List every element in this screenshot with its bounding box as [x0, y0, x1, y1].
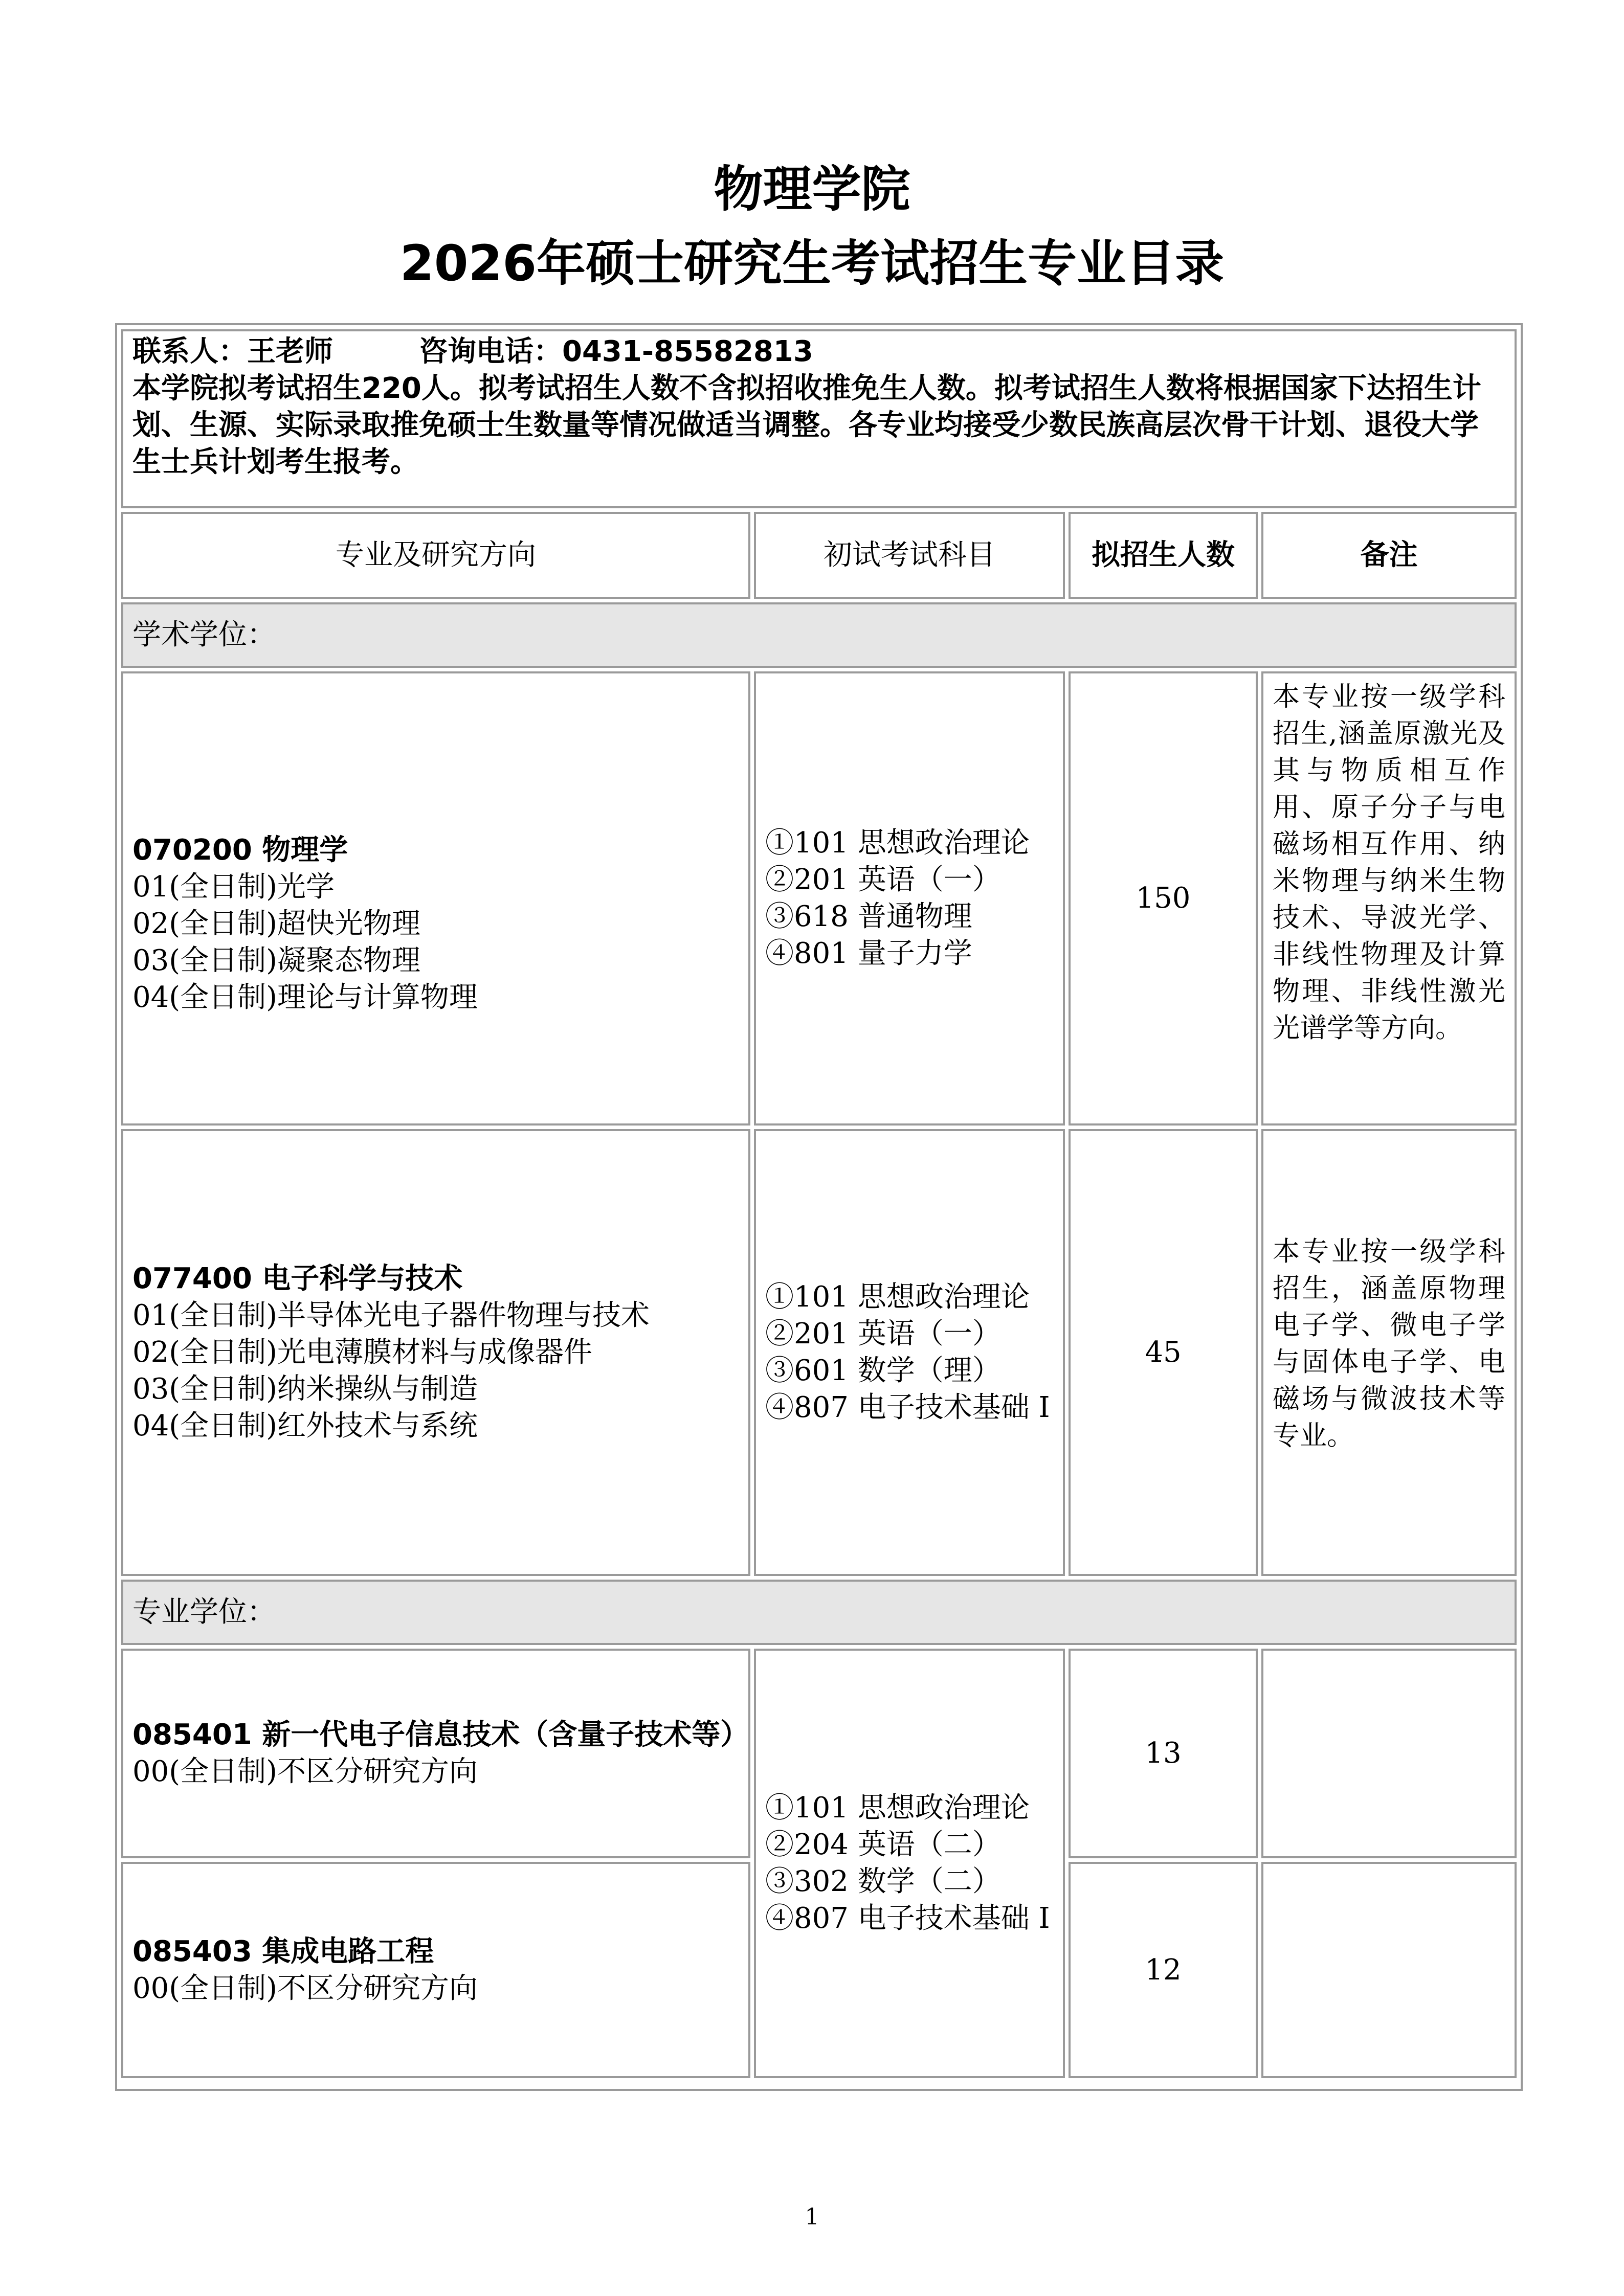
exam-item: ①101 思想政治理论 [765, 826, 1030, 860]
direction-item: 01(全日制)光学 [132, 870, 335, 904]
remark-cell [1261, 1649, 1517, 1858]
exam-item: ②201 英语（一） [765, 1317, 1001, 1350]
admission-description: 本学院拟考试招生220人。拟考试招生人数不含拟招收推免生人数。拟考试招生人数将根据国家下达招生计划、生源、实际录取推免硕士生数量等情况做适当调整。各专业均接受少数民族高层次骨干计划、退役大学生士兵计划考生报考。 [132, 372, 1481, 479]
page-number: 1 [805, 2204, 819, 2230]
exam-item: ①101 思想政治理论 [765, 1791, 1030, 1825]
header-remark: 备注 [1261, 512, 1517, 599]
exam-item: ③618 普通物理 [765, 900, 972, 933]
direction-item: 01(全日制)半导体光电子器件物理与技术 [132, 1299, 650, 1332]
major-cell [121, 1129, 750, 1576]
quota-cell: 45 [1069, 1129, 1258, 1576]
remark-cell [1261, 1862, 1517, 2078]
direction-item: 04(全日制)理论与计算物理 [132, 981, 478, 1014]
direction-item: 03(全日制)纳米操纵与制造 [132, 1372, 478, 1406]
direction-item: 03(全日制)凝聚态物理 [132, 944, 420, 977]
catalog-table [115, 323, 1523, 2091]
page-title-line1: 物理学院 [714, 161, 910, 218]
exam-cell [754, 671, 1065, 1126]
contact-line: 联系人：王老师 咨询电话：0431-85582813 [132, 335, 813, 368]
direction-item: 02(全日制)光电薄膜材料与成像器件 [132, 1336, 592, 1369]
quota-cell: 13 [1069, 1649, 1258, 1858]
direction-item: 02(全日制)超快光物理 [132, 907, 420, 940]
shared-exam-cell [754, 1649, 1065, 2078]
section-professional: 专业学位： [121, 1580, 1517, 1645]
exam-item: ④807 电子技术基础 I [765, 1391, 1050, 1424]
remark-cell: 本专业按一级学科招生，涵盖原物理电子学、微电子学与固体电子学、电磁场与微波技术等专业。 [1261, 1129, 1517, 1576]
exam-item: ③302 数学（二） [765, 1865, 1001, 1898]
major-code: 070200 物理学 [132, 834, 348, 867]
header-quota: 拟招生人数 [1069, 512, 1258, 599]
quota-cell: 150 [1069, 671, 1258, 1126]
remark-cell: 本专业按一级学科招生,涵盖原激光及其与物质相互作用、原子分子与电磁场相互作用、纳米物理与纳米生物技术、导波光学、非线性物理及计算物理、非线性激光光谱学等方向。 [1261, 671, 1517, 1126]
direction-item: 00(全日制)不区分研究方向 [132, 1971, 478, 2005]
section-academic: 学术学位： [121, 602, 1517, 668]
page-title-line2: 2026年硕士研究生考试招生专业目录 [399, 235, 1225, 292]
exam-item: ③601 数学（理） [765, 1354, 1001, 1387]
major-code: 085403 集成电路工程 [132, 1934, 434, 1968]
exam-cell [754, 1129, 1065, 1576]
major-cell [121, 1862, 750, 2078]
header-exam: 初试考试科目 [754, 512, 1065, 599]
exam-item: ①101 思想政治理论 [765, 1280, 1030, 1314]
major-code: 077400 电子科学与技术 [132, 1262, 463, 1295]
major-cell [121, 671, 750, 1126]
exam-item: ④807 电子技术基础 I [765, 1902, 1050, 1935]
exam-item: ②204 英语（二） [765, 1828, 1001, 1861]
header-major: 专业及研究方向 [121, 512, 750, 599]
direction-item: 00(全日制)不区分研究方向 [132, 1755, 478, 1788]
exam-item: ②201 英语（一） [765, 863, 1001, 896]
major-cell [121, 1649, 750, 1858]
major-code: 085401 新一代电子信息技术（含量子技术等） [132, 1718, 749, 1751]
info-cell [121, 329, 1517, 508]
exam-item: ④801 量子力学 [765, 937, 972, 970]
direction-item: 04(全日制)红外技术与系统 [132, 1409, 478, 1443]
quota-cell: 12 [1069, 1862, 1258, 2078]
